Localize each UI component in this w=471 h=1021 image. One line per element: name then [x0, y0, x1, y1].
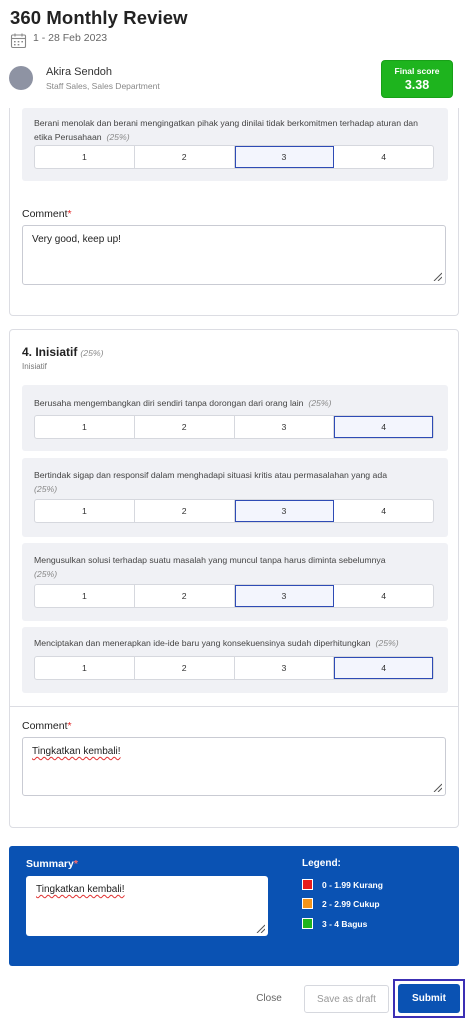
- summary-label: Summary*: [26, 858, 78, 870]
- section-subtitle: Inisiatif: [22, 362, 47, 371]
- rating-option-4[interactable]: 4: [381, 506, 387, 516]
- question-item: [22, 627, 448, 693]
- rating-option-1[interactable]: 1: [35, 657, 135, 679]
- calendar-icon: [10, 32, 27, 49]
- comment-textarea[interactable]: [22, 737, 446, 796]
- rating-option-3[interactable]: 3: [235, 416, 335, 438]
- section-title: 4. Inisiatif (25%): [22, 345, 104, 359]
- page-title: 360 Monthly Review: [10, 7, 188, 28]
- rating-option-4[interactable]: 4: [334, 657, 433, 679]
- required-asterisk: *: [67, 208, 72, 220]
- comment-text: Tingkatkan kembali!: [32, 746, 121, 757]
- rating-option-4[interactable]: 4: [334, 416, 433, 438]
- question-weight: (25%): [308, 398, 332, 408]
- rating-scale: [34, 145, 434, 169]
- rating-scale: [34, 584, 434, 608]
- question-weight: (25%): [34, 484, 58, 494]
- submit-button[interactable]: Submit: [398, 984, 460, 1013]
- summary-panel: [9, 846, 459, 966]
- legend-swatch: [302, 898, 313, 909]
- rating-scale: [34, 656, 434, 680]
- question-item: [22, 108, 448, 181]
- comment-label: Comment*: [22, 208, 72, 220]
- question-item: [22, 385, 448, 451]
- rating-option-2[interactable]: 2: [135, 146, 235, 168]
- question-text: Berusaha mengembangkan diri sendiri tanpa dorongan dari orang lain (25%): [34, 398, 332, 408]
- divider: [10, 706, 458, 707]
- legend-swatch: [302, 918, 313, 929]
- question-item: [22, 458, 448, 537]
- comment-text: Very good, keep up!: [32, 234, 121, 245]
- rating-option-1[interactable]: 1: [35, 146, 135, 168]
- legend-swatch: [302, 879, 313, 890]
- question-text: Berani menolak dan berani mengingatkan pihak yang dinilai tidak berkomitmen terhadap aturan dan etika Perusahaan (25%): [34, 118, 418, 142]
- section-card-4: [9, 329, 459, 828]
- comment-label: Comment*: [22, 720, 72, 732]
- question-text: Mengusulkan solusi terhadap suatu masalah yang muncul tanpa harus diminta sebelumnya (25%): [34, 555, 386, 579]
- rating-scale: [34, 499, 434, 523]
- review-header: [0, 0, 471, 108]
- resize-handle-icon[interactable]: [432, 782, 442, 792]
- question-weight: (25%): [34, 569, 58, 579]
- rating-option-2[interactable]: 2: [135, 416, 235, 438]
- question-weight: (25%): [375, 638, 399, 648]
- legend-item-bagus: 3 - 4 Bagus: [302, 918, 367, 929]
- summary-text: Tingkatkan kembali!: [36, 884, 125, 895]
- rating-option-2[interactable]: 2: [135, 657, 235, 679]
- question-item: [22, 543, 448, 621]
- rating-option-1[interactable]: 1: [35, 500, 135, 522]
- summary-textarea[interactable]: [26, 876, 268, 936]
- legend-item-cukup: 2 - 2.99 Cukup: [302, 898, 380, 909]
- submit-focus-ring: [393, 979, 465, 1018]
- question-weight: (25%): [106, 132, 130, 142]
- save-draft-button[interactable]: Save as draft: [304, 985, 389, 1013]
- final-score-value: 3.38: [404, 78, 430, 92]
- rating-option-1[interactable]: 1: [35, 416, 135, 438]
- section-weight: (25%): [80, 348, 104, 358]
- question-text: Menciptakan dan menerapkan ide-ide baru yang konsekuensinya sudah diperhitungkan (25%): [34, 638, 399, 648]
- reviewee-department: Staff Sales, Sales Department: [46, 81, 160, 91]
- resize-handle-icon[interactable]: [255, 923, 265, 933]
- legend-title: Legend:: [302, 858, 341, 869]
- rating-option-1[interactable]: 1: [35, 585, 135, 607]
- rating-option-3[interactable]: 3: [235, 500, 335, 522]
- required-asterisk: *: [73, 858, 78, 870]
- legend-item-kurang: 0 - 1.99 Kurang: [302, 879, 383, 890]
- rating-option-4[interactable]: 4: [381, 152, 387, 162]
- close-button[interactable]: Close: [247, 986, 291, 1012]
- rating-option-2[interactable]: 2: [135, 585, 235, 607]
- rating-option-3[interactable]: 3: [235, 146, 335, 168]
- final-score-badge: [381, 60, 453, 98]
- required-asterisk: *: [67, 720, 72, 732]
- final-score-label: Final score: [394, 66, 440, 76]
- reviewee-name: Akira Sendoh: [46, 66, 113, 78]
- avatar: [9, 66, 33, 90]
- rating-option-3[interactable]: 3: [235, 657, 335, 679]
- rating-option-2[interactable]: 2: [135, 500, 235, 522]
- section-card-3: [9, 108, 459, 316]
- resize-handle-icon[interactable]: [432, 271, 442, 281]
- rating-scale: [34, 415, 434, 439]
- rating-option-3[interactable]: 3: [235, 585, 335, 607]
- question-text: Bertindak sigap dan responsif dalam menghadapi situasi kritis atau permasalahan yang ada (25%): [34, 470, 388, 494]
- review-period: 1 - 28 Feb 2023: [33, 32, 108, 44]
- comment-textarea[interactable]: [22, 225, 446, 285]
- rating-option-4[interactable]: 4: [381, 591, 387, 601]
